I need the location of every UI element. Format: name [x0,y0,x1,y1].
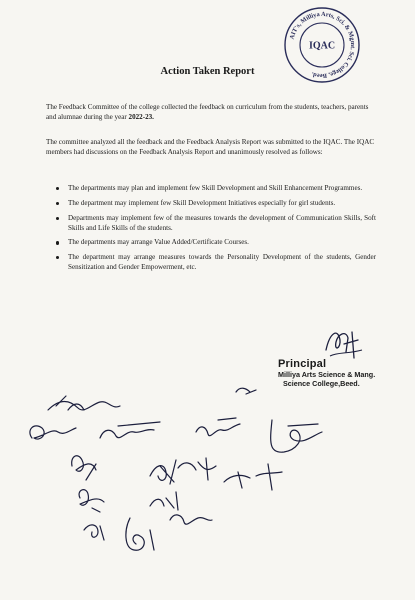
signature-mark [79,490,104,512]
bullet-dot-icon [56,187,59,190]
signature-mark [178,458,216,480]
principal-title: Principal [278,358,327,370]
intro-text: The Feedback Committee of the college collected the feedback on curriculum from the students, teachers, parents and alumnae during the year [46,103,369,121]
principal-college-line2: Science College,Beed. [283,379,360,388]
signature-mark [236,388,256,394]
list-item-text: The department may arrange measures towards the Personality Development of the students, Gender Sensitization and Gender Empowerment, etc. [68,253,376,272]
bullet-dot-icon [56,241,59,244]
list-item [56,213,376,233]
list-item [56,252,376,272]
signature-mark [126,518,154,550]
signature-mark [150,492,178,510]
signature-mark [30,426,76,439]
list-item [56,198,376,208]
signature-mark [100,422,160,438]
signature-mark [196,418,240,436]
seal-ring-text: AIT's, Milliya Arts, Sci. & Mgmt. Sci. College, Beed. [288,10,357,80]
list-item-text: The departments may arrange Value Added/Certificate Courses. [68,238,249,247]
report-title: Action Taken Report [160,66,255,77]
list-item [56,237,376,247]
list-item [56,183,376,193]
signature-mark [271,420,322,452]
intro-paragraph [46,102,376,122]
resolution-list [56,183,376,277]
bullet-dot-icon [56,217,59,220]
seal-center-text: IQAC [308,40,336,52]
resolution-paragraph: The committee analyzed all the feedback and the Feedback Analysis Report was submitted to the IQAC. The IQAC members had discussions on the Feedback Analysis Report and unanimously resolved as follows: [46,138,375,156]
bullet-dot-icon [56,256,59,259]
list-item-text: Departments may implement few of the measures towards the development of Communication Skills, Soft Skills and Life Skills of the students. [68,213,376,232]
list-item-text: The departments may plan and implement few Skill Development and Skill Enhancement Programmes. [68,184,363,192]
intro-year: 2022-23. [128,113,154,121]
signature-mark [150,460,176,484]
signature-mark [72,456,96,480]
list-item-text: The department may implement few Skill Development Initiatives especially for girl students. [68,198,336,207]
signature-mark [224,464,282,490]
bullet-dot-icon [56,202,59,205]
signature-mark [84,525,104,540]
signature-mark [170,515,212,524]
committee-signatures [0,380,415,580]
principal-college-line1: Milliya Arts Science & Mang. [278,370,376,379]
